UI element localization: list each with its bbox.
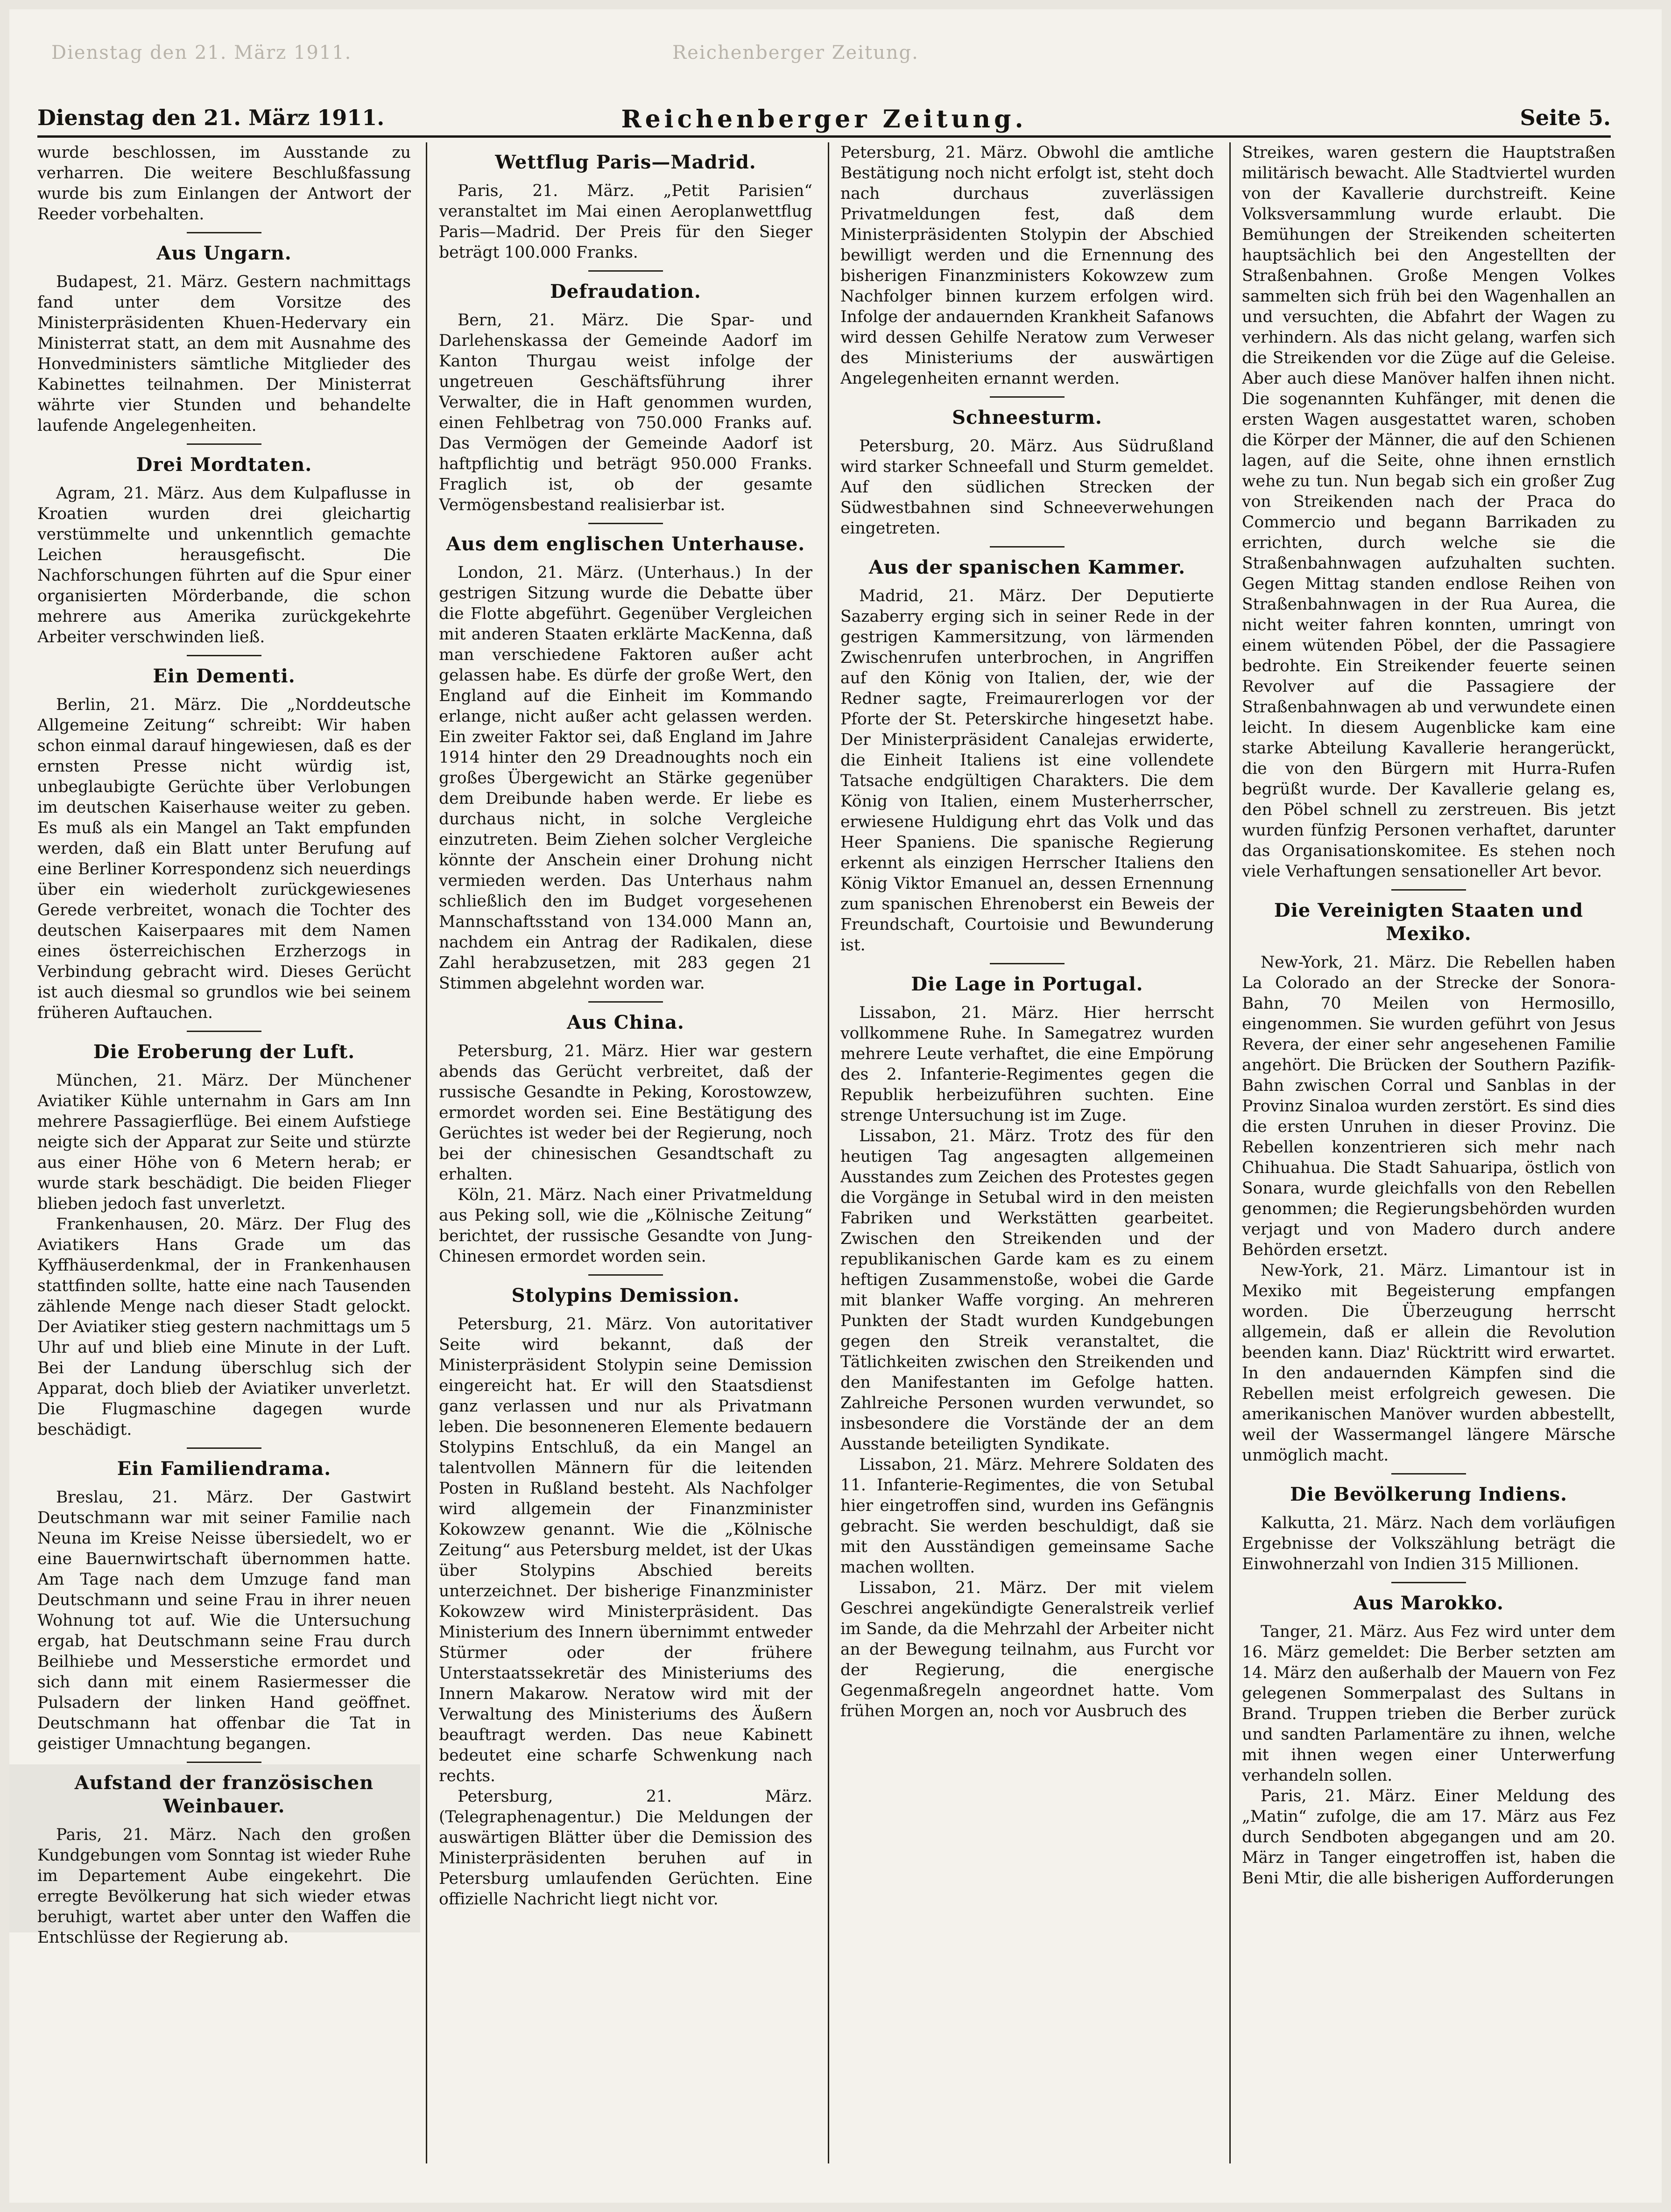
article-separator bbox=[990, 396, 1065, 398]
header-date: Dienstag den 21. März 1911. bbox=[37, 105, 385, 130]
article-title: Drei Mordtaten. bbox=[136, 454, 312, 476]
article-paragraph: Budapest, 21. März. Gestern nachmittags fand unter dem Vorsitze des Ministerpräsidenten Khuen-Hedervary ein Ministerrat statt, an dem mit Ausnahme des Honvedministers sämtliche Mitglieder des Kabinettes teilnahmen. Der Ministerrat währte vier Stunden und behandelte laufende Angelegenheiten. bbox=[37, 273, 411, 435]
article-paragraph: Paris, 21. März. Nach den großen Kundgebungen vom Sonntag ist wieder Ruhe im Departement Aube eingekehrt. Die erregte Bevölkerung hat sich wieder etwas beruhigt, wartet aber unter den Waffen die Entschlüsse der Regierung ab. bbox=[37, 1826, 411, 1947]
article-separator bbox=[187, 1031, 261, 1032]
column-divider-2 bbox=[828, 142, 829, 2163]
article-separator bbox=[187, 232, 261, 233]
article-paragraph: Petersburg, 20. März. Aus Südrußland wird starker Schneefall und Sturm gemeldet. Auf den südlichen Strecken der Südwestbahnen sind Schneeverwehungen eingetreten. bbox=[840, 437, 1214, 538]
article-paragraph: New-York, 21. März. Limantour ist in Mexiko mit Begeisterung empfangen worden. Die Überzeugung herrscht allgemein, daß er allein die Revolution beenden kann. Diaz' Rücktritt wird erwartet. In den andauernden Kämpfen sind die Rebellen meist erfolgreich gewesen. Die amerikanischen Manöver wurden abbestellt, weil der Wassermangel längere Märsche unmöglich macht. bbox=[1242, 1261, 1615, 1465]
article-title: Ein Familiendrama. bbox=[117, 1458, 331, 1480]
article-paragraph: Breslau, 21. März. Der Gastwirt Deutschmann war mit seiner Familie nach Neuna im Kreise Neisse übersiedelt, wo er eine Bauernwirtschaft übernommen hatte. Am Tage nach dem Umzuge fand man Deutschmann und seine Frau in ihrer neuen Wohnung tot auf. Wie die Untersuchung ergab, hat Deutschmann seine Frau durch Beilhiebe und Messerstiche ermordet und sich dann mit einem Rasiermesser die Pulsadern der linken Hand geöffnet. Deutschmann hat offenbar die Tat in geistiger Umnachtung begangen. bbox=[37, 1488, 411, 1753]
article-separator bbox=[990, 546, 1065, 548]
article-separator bbox=[990, 963, 1065, 964]
bleedthrough-text-2: Reichenberger Zeitung. bbox=[672, 42, 919, 63]
article-paragraph: Berlin, 21. März. Die „Norddeutsche Allgemeine Zeitung“ schreibt: Wir haben schon einmal darauf hingewiesen, daß es der ernsten Presse nicht würdig ist, unbeglaubigte Gerüchte über Verlobungen im deutschen Kaiserhause weiter zu geben. Es muß als ein Mangel an Takt empfunden werden, daß ein Blatt unter Berufung auf eine Berliner Korrespondenz sich neuerdings über ein wiederholt zurückgewiesenes Gerede verbreitet, wonach die Tochter des deutschen Kaiserpaares mit dem Namen eines österreichischen Erzherzogs in Verbindung gebracht wird. Dieses Gerücht ist auch diesmal so grundlos wie bei seinem früheren Auftauchen. bbox=[37, 695, 411, 1022]
article-separator bbox=[187, 655, 261, 656]
article-title: Schneesturm. bbox=[952, 407, 1102, 428]
article-paragraph: Lissabon, 21. März. Mehrere Soldaten des 11. Infanterie-Regimentes, die von Setubal hier eingetroffen sind, wurden ins Gefängnis gebracht. Sie werden beschuldigt, daß sie mit den Ausständigen gemeinsame Sache machen wollten. bbox=[840, 1455, 1214, 1577]
article-paragraph: Petersburg, 21. März. Hier war gestern abends das Gerücht verbreitet, daß der russische Gesandte in Peking, Korostowzew, ermordet worden sei. Eine Bestätigung des Gerüchtes ist weder bei der Regierung, noch bei der chinesischen Gesandtschaft zu erhalten. bbox=[439, 1042, 812, 1184]
article-title: Defraudation. bbox=[550, 281, 701, 302]
article-paragraph: Lissabon, 21. März. Hier herrscht vollkommene Ruhe. In Samegatrez wurden mehrere Leute verhaftet, die eine Empörung des 2. Infanterie-Regimentes gegen die Republik herbeizuführen suchten. Eine strenge Untersuchung ist im Zuge. bbox=[840, 1004, 1214, 1125]
article-paragraph: Köln, 21. März. Nach einer Privatmeldung aus Peking soll, wie die „Kölnische Zeitung“ berichtet, der russische Gesandte von Jung-Chinesen ermordet worden sein. bbox=[439, 1186, 812, 1266]
article-separator bbox=[588, 270, 663, 272]
article-title: Aus Ungarn. bbox=[156, 242, 292, 264]
article-paragraph: Frankenhausen, 20. März. Der Flug des Aviatikers Hans Grade um das Kyffhäuserdenkmal, der in Frankenhausen stattfinden sollte, hatte eine nach Tausenden zählende Menge nach dieser Stadt gelockt. Der Aviatiker stieg gestern nachmittags um 5 Uhr auf und blieb eine Minute in der Luft. Bei der Landung überschlug sich der Apparat, doch blieb der Aviatiker unverletzt. Die Flugmaschine dagegen wurde beschädigt. bbox=[37, 1215, 411, 1439]
article-separator bbox=[187, 1762, 261, 1763]
column-4 bbox=[1242, 142, 1615, 2163]
article-title: Aufstand der französischen Weinbauer. bbox=[74, 1772, 374, 1817]
article-title: Aus der spanischen Kammer. bbox=[868, 556, 1186, 578]
article-title: Aus China. bbox=[567, 1011, 684, 1033]
article-title: Die Vereinigten Staaten und Mexiko. bbox=[1274, 899, 1584, 945]
article-paragraph: Petersburg, 21. März. Obwohl die amtliche Bestätigung noch nicht erfolgt ist, steht doch nach durchaus zuverlässigen Privatmeldungen fest, daß dem Ministerpräsidenten Stolypin der Abschied bewilligt werden und die Ernennung des bisherigen Finanzministers Kokowzew zum Nachfolger binnen kurzem erfolgen wird. Infolge der andauernden Krankheit Safanows wird dessen Gehilfe Neratow zum Verweser des Ministeriums der auswärtigen Angelegenheiten ernannt werden. bbox=[840, 143, 1214, 388]
article-paragraph: Streikes, waren gestern die Hauptstraßen militärisch bewacht. Alle Stadtviertel wurden von der Kavallerie durchstreift. Keine Volksversammlung wurde erlaubt. Die Bemühungen der Streikenden scheiterten hauptsächlich bei den Angestellten der Straßenbahnen. Große Mengen Volkes sammelten sich früh bei den Wagenhallen an und versuchten, die Abfahrt der Wagen zu verhindern. Als das nicht gelang, warfen sich die Streikenden vor die Züge auf die Geleise. Aber auch diese Manöver halfen ihnen nicht. Die sogenannten Kuhfänger, mit denen die ersten Wagen ausgestattet waren, schoben die Körper der Männer, die auf den Schienen lagen, auf die Seite, ohne ihnen ernstlich wehe zu tun. Nun begab sich ein großer Zug von Streikenden nach der Praca do Commercio und begann Barrikaden zu errichten, durch welche sie die Straßenbahnwagen aufzuhalten suchten. Gegen Mittag standen endlose Reihen von Straßenbahnwagen in der Rua Aurea, die nicht weiter fahren konnten, umringt von einem wütenden Pöbel, der die Passagiere bedrohte. Ein Streikender feuerte seinen Revolver auf die Passagiere der Straßenbahnwagen ab und verwundete einen leicht. In diesem Augenblicke kam eine starke Abteilung Kavallerie herangerückt, die von den Bürgern mit Hurra-Rufen begrüßt wurde. Der Kavallerie gelang es, den Pöbel schnell zu zerstreuen. Bis jetzt wurden fünfzig Personen verhaftet, darunter das Organisationskomitee. Es stehen noch viele Verhaftungen sensationeller Art bevor. bbox=[1242, 143, 1615, 881]
article-paragraph: London, 21. März. (Unterhaus.) In der gestrigen Sitzung wurde die Debatte über die Flotte abgeführt. Gegenüber Vergleichen mit anderen Staaten erklärte MacKenna, daß man verschiedene Faktoren außer acht gelassen habe. Es dürfe der große Wert, den England auf die Einheit im Kommando erlange, nicht außer acht gelassen werden. Ein zweiter Faktor sei, daß England im Jahre 1914 hinter den 29 Dreadnoughts noch ein großes Übergewicht an Stärke gegenüber dem Dreibunde haben werde. Er liebe es durchaus nicht, in solche Vergleiche einzutreten. Beim Ziehen solcher Vergleiche könnte der Anschein einer Drohung nicht vermieden werden. Das Unterhaus nahm schließlich den im Budget vorgesehenen Mannschaftsstand von 134.000 Mann an, nachdem ein Antrag der Radikalen, diese Zahl herabzusetzen, mit 283 gegen 21 Stimmen abgelehnt worden war. bbox=[439, 563, 812, 993]
page-number: Seite 5. bbox=[1520, 105, 1611, 130]
article-title: Stolypins Demission. bbox=[511, 1285, 740, 1306]
article-paragraph: Petersburg, 21. März. (Telegraphenagentur.) Die Meldungen der auswärtigen Blätter über die Demission des Ministerpräsidenten beruhen auf in Petersburg umlaufenden Gerüchten. Eine offizielle Nachricht liegt nicht vor. bbox=[439, 1787, 812, 1909]
bleedthrough-text: Dienstag den 21. März 1911. bbox=[51, 42, 352, 63]
article-title: Aus dem englischen Unterhause. bbox=[446, 533, 805, 555]
article-separator bbox=[1391, 1473, 1466, 1475]
article-title: Die Eroberung der Luft. bbox=[93, 1041, 355, 1063]
article-separator bbox=[1391, 1582, 1466, 1583]
article-title: Aus Marokko. bbox=[1354, 1592, 1504, 1614]
article-separator bbox=[588, 523, 663, 524]
article-separator bbox=[1391, 889, 1466, 891]
article-paragraph: Paris, 21. März. Einer Meldung des „Matin“ zufolge, die am 17. März aus Fez durch Sendboten abgegangen und am 20. März in Tanger eingetroffen ist, haben die Beni Mtir, die alle bisherigen Aufforderungen bbox=[1242, 1787, 1615, 1888]
article-separator bbox=[588, 1274, 663, 1276]
masthead-title: Reichenberger Zeitung. bbox=[621, 105, 1027, 133]
column-divider-1 bbox=[426, 142, 427, 2163]
article-paragraph: Lissabon, 21. März. Der mit vielem Geschrei angekündigte Generalstreik verlief im Sande, da die Mehrzahl der Arbeiter nicht an der Bewegung teilnahm, aus Furcht vor der Regierung, die energische Gegenmaßregeln angeordnet hatte. Vom frühen Morgen an, noch vor Ausbruch des bbox=[840, 1579, 1214, 1720]
article-paragraph: Tanger, 21. März. Aus Fez wird unter dem 16. März gemeldet: Die Berber setzten am 14. März den außerhalb der Mauern von Fez gelegenen Sommerpalast des Sultans in Brand. Truppen trieben die Berber zurück und sandten Parlamentäre zu ihnen, welche mit ihnen wegen einer Unterwerfung verhandeln sollen. bbox=[1242, 1622, 1615, 1785]
article-paragraph: New-York, 21. März. Die Rebellen haben La Colorado an der Strecke der Sonora-Bahn, 70 Meilen von Hermosillo, eingenommen. Sie wurden geführt von Jesus Revera, der einer sehr angesehenen Familie angehört. Die Brücken der Southern Pazifik-Bahn zwischen Corral und Sanblas in der Provinz Sinaloa wurden zerstört. Es sind dies die ersten Unruhen in dieser Provinz. Die Rebellen konzentrieren sich mehr nach Chihuahua. Die Stadt Sahuaripa, östlich von Sonara, wurde gleichfalls von den Rebellen genommen; die Regierungsbehörden wurden verjagt und von Madero durch andere Behörden ersetzt. bbox=[1242, 953, 1615, 1259]
article-paragraph: wurde beschlossen, im Ausstande zu verharren. Die weitere Beschlußfassung wurde bis zum Einlangen der Antwort der Reeder vorbehalten. bbox=[37, 143, 411, 224]
column-1 bbox=[37, 142, 411, 2163]
article-paragraph: Kalkutta, 21. März. Nach dem vorläufigen Ergebnisse der Volkszählung beträgt die Einwohnerzahl von Indien 315 Millionen. bbox=[1242, 1514, 1615, 1573]
article-title: Ein Dementi. bbox=[153, 665, 296, 687]
column-2 bbox=[439, 142, 812, 2163]
article-title: Die Bevölkerung Indiens. bbox=[1290, 1483, 1567, 1505]
article-paragraph: Lissabon, 21. März. Trotz des für den heutigen Tag angesagten allgemeinen Ausstandes zum Zeichen des Protestes gegen die Vorgänge in Setubal wird in den meisten Fabriken und Werkstätten gearbeitet. Zwischen den Streikenden und der republikanischen Garde kam es zu einem heftigen Zusammenstoße, wobei die Garde mit blanker Waffe vorging. An mehreren Punkten der Stadt wurden Kundgebungen gegen den Streik veranstaltet, die Tätlichkeiten zwischen den Streikenden und den Manifestanten im Gefolge hatten. Zahlreiche Personen wurden verwundet, so insbesondere die Vorstände der an dem Ausstande beteiligten Syndikate. bbox=[840, 1127, 1214, 1454]
header-rule bbox=[37, 135, 1611, 138]
article-paragraph: Paris, 21. März. „Petit Parisien“ veranstaltet im Mai einen Aeroplanwettflug Paris—Madrid. Der Preis für den Sieger beträgt 100.000 Franks. bbox=[439, 182, 812, 262]
column-3 bbox=[840, 142, 1214, 2163]
column-divider-3 bbox=[1229, 142, 1231, 2163]
article-title: Wettflug Paris—Madrid. bbox=[495, 151, 756, 173]
article-separator bbox=[187, 1447, 261, 1449]
article-paragraph: Bern, 21. März. Die Spar- und Darlehenskassa der Gemeinde Aadorf im Kanton Thurgau weist infolge der ungetreuen Geschäftsführung ihrer Verwalter, die in Haft genommen wurden, einen Fehlbetrag von 750.000 Franks auf. Das Vermögen der Gemeinde Aadorf ist haftpflichtig und beträgt 950.000 Franks. Fraglich ist, ob der gesamte Vermögensbestand realisierbar ist. bbox=[439, 311, 812, 514]
article-paragraph: München, 21. März. Der Münchener Aviatiker Kühle unternahm in Gars am Inn mehrere Passagierflüge. Bei einem Aufstiege neigte sich der Apparat zur Seite und stürzte aus einer Höhe von 6 Metern herab; er wurde stark beschädigt. Die beiden Flieger blieben jedoch fast unverletzt. bbox=[37, 1071, 411, 1213]
article-separator bbox=[588, 1001, 663, 1003]
article-paragraph: Agram, 21. März. Aus dem Kulpaflusse in Kroatien wurden drei gleichartig verstümmelte und unkenntlich gemachte Leichen herausgefischt. Die Nachforschungen führten auf die Spur einer organisierten Mörderbande, die schon mehrere aus Amerika zurückgekehrte Arbeiter verschwinden ließ. bbox=[37, 484, 411, 646]
article-title: Die Lage in Portugal. bbox=[911, 973, 1143, 995]
article-separator bbox=[187, 443, 261, 445]
article-paragraph: Madrid, 21. März. Der Deputierte Sazaberry erging sich in seiner Rede in der gestrigen Kammersitzung, von lärmenden Zwischenrufen unterbrochen, in Angriffen auf den König von Italien, der, wie der Redner sagte, Freimaurerlogen vor der Pforte der St. Peterskirche hingesetzt habe. Der Ministerpräsident Canalejas erwiderte, die Einheit Italiens ist eine vollendete Tatsache endgültigen Charakters. Die dem König von Italien, einem Musterherrscher, erwiesene Huldigung ehrt das Volk und das Heer Spaniens. Die spanische Regierung erkennt als einzigen Herrscher Italiens den König Viktor Emanuel an, dessen Ernennung zum spanischen Ehrenoberst ein Beweis der Freundschaft, Courtoisie und Bewunderung ist. bbox=[840, 587, 1214, 955]
article-paragraph: Petersburg, 21. März. Von autoritativer Seite wird bekannt, daß der Ministerpräsident Stolypin seine Demission eingereicht hat. Er will den Staatsdienst ganz verlassen und nur als Privatmann leben. Die besonneneren Elemente bedauern Stolypins Entschluß, da ein Mangel an talentvollen Männern für die leitenden Posten in Rußland besteht. Als Nachfolger wird allgemein der Finanzminister Kokowzew genannt. Wie die „Kölnische Zeitung“ aus Petersburg meldet, ist der Ukas über Stolypins Abschied bereits unterzeichnet. Der bisherige Finanzminister Kokowzew wird Ministerpräsident. Das Ministerium des Innern übernimmt entweder Stürmer oder der frühere Unterstaatssekretär des Ministeriums des Innern Makarow. Neratow wird mit der Verwaltung des Ministeriums des Äußern beauftragt werden. Das neue Kabinett bedeutet eine scharfe Schwenkung nach rechts. bbox=[439, 1315, 812, 1785]
